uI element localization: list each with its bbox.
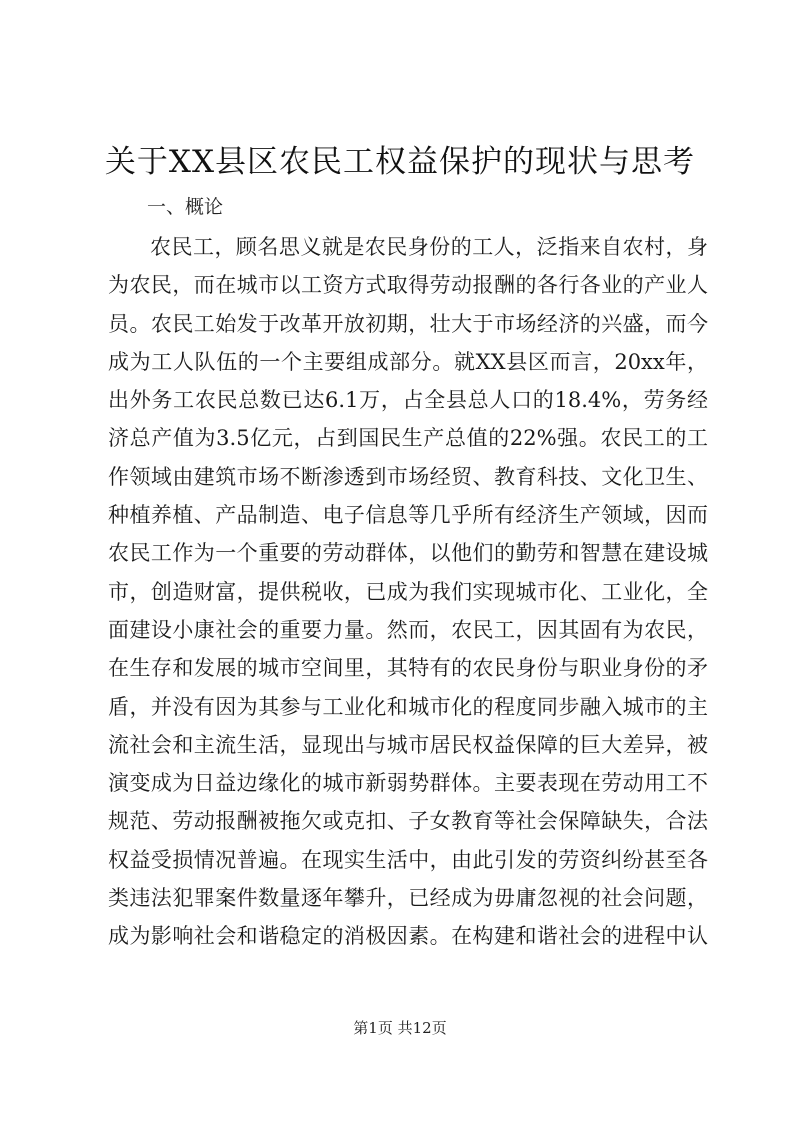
paragraph-line: 市，创造财富，提供税收，已成为我们实现城市化、工业化，全 (108, 579, 708, 604)
paragraph-line: 流社会和主流生活，显现出与城市居民权益保障的巨大差异，被 (108, 732, 708, 757)
document-title: 关于XX县区农民工权益保护的现状与思考 (104, 144, 696, 180)
paragraph-line: 种植养植、产品制造、电子信息等几乎所有经济生产领域，因而 (108, 503, 708, 528)
paragraph-line: 类违法犯罪案件数量逐年攀升，已经成为毋庸忽视的社会问题， (108, 886, 708, 911)
paragraph-line: 农民工作为一个重要的劳动群体，以他们的勤劳和智慧在建设城 (108, 541, 708, 566)
paragraph-line: 员。农民工始发于改革开放初期，壮大于市场经济的兴盛，而今 (108, 311, 708, 336)
page-footer: 第1页 共12页 (353, 1019, 447, 1037)
paragraph-line: 盾，并没有因为其参与工业化和城市化的程度同步融入城市的主 (108, 694, 708, 719)
paragraph-line: 济总产值为3.5亿元，占到国民生产总值的22%强。农民工的工 (108, 426, 708, 451)
paragraph-line: 为农民，而在城市以工资方式取得劳动报酬的各行各业的产业人 (108, 273, 708, 298)
paragraph-line: 在生存和发展的城市空间里，其特有的农民身份与职业身份的矛 (108, 656, 708, 681)
paragraph-line: 出外务工农民总数已达6.1万，占全县总人口的18.4%，劳务经 (108, 388, 708, 413)
paragraph-line: 规范、劳动报酬被拖欠或克扣、子女教育等社会保障缺失，合法 (108, 809, 708, 834)
section-heading: 一、概论 (147, 196, 224, 218)
paragraph-line: 成为工人队伍的一个主要组成部分。就XX县区而言，20xx年， (108, 349, 708, 374)
paragraph-line: 成为影响社会和谐稳定的消极因素。在构建和谐社会的进程中认 (108, 924, 708, 949)
paragraph-line: 演变成为日益边缘化的城市新弱势群体。主要表现在劳动用工不 (108, 771, 708, 796)
paragraph-line: 权益受损情况普遍。在现实生活中，由此引发的劳资纠纷甚至各 (108, 847, 708, 872)
paragraph-line: 作领域由建筑市场不断渗透到市场经贸、教育科技、文化卫生、 (108, 464, 708, 489)
paragraph-line: 面建设小康社会的重要力量。然而，农民工，因其固有为农民， (108, 617, 708, 642)
body-paragraph (108, 228, 708, 956)
paragraph-line: 农民工，顾名思义就是农民身份的工人，泛指来自农村，身 (150, 235, 708, 259)
